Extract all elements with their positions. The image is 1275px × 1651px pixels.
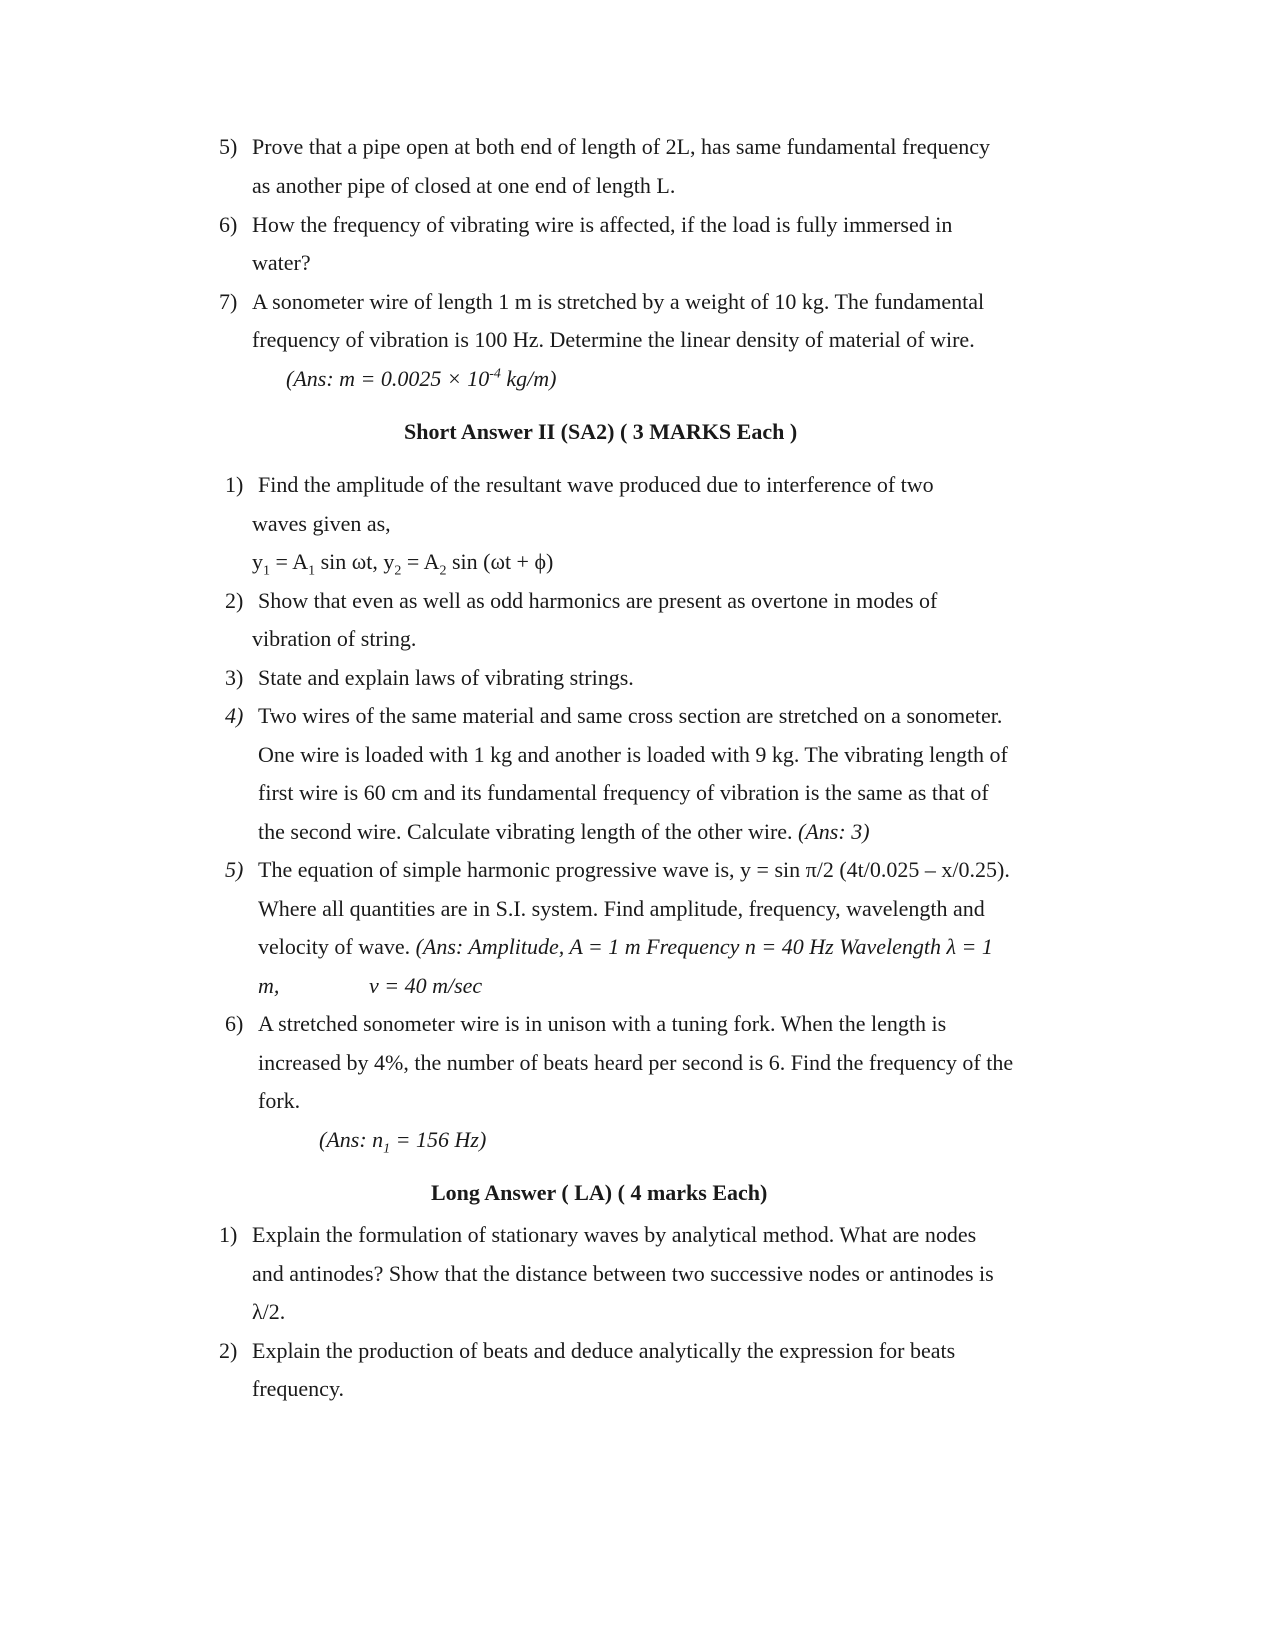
answer-text: (Ans: $m = 0.0025 \times 10^{-4}$ kg/m) xyxy=(286,366,557,391)
question-text: the second wire. Calculate vibrating length of the other wire. (Ans: 3) xyxy=(258,819,870,844)
answer-text: m, xyxy=(258,973,280,998)
question-text: waves given as, xyxy=(252,511,391,536)
question-text: λ/2. xyxy=(252,1299,286,1324)
question-number: 7) xyxy=(219,289,238,314)
question-number: 3) xyxy=(225,665,244,690)
question-number: 5) xyxy=(219,134,238,159)
question-number: 5) xyxy=(225,857,244,882)
answer-text: (Ans: $n_1 = 156$ Hz) xyxy=(319,1127,487,1157)
question-text: first wire is 60 cm and its fundamental frequency of vibration is the same as that of xyxy=(258,780,989,805)
question-text: and antinodes? Show that the distance between two successive nodes or antinodes is xyxy=(252,1261,994,1286)
question-text: Find the amplitude of the resultant wave produced due to interference of two xyxy=(258,472,934,497)
question-text: Where all quantities are in S.I. system. Find amplitude, frequency, wavelength and xyxy=(258,896,985,921)
question-number: 6) xyxy=(219,212,238,237)
question-text: One wire is loaded with 1 kg and another is loaded with 9 kg. The vibrating length of xyxy=(258,742,1008,767)
question-text: increased by 4%, the number of beats heard per second is 6. Find the frequency of the xyxy=(258,1050,1014,1075)
question-text: Prove that a pipe open at both end of length of 2L, has same fundamental frequency xyxy=(252,134,990,159)
question-text: Show that even as well as odd harmonics are present as overtone in modes of xyxy=(258,588,938,613)
question-text: as another pipe of closed at one end of length L. xyxy=(252,173,676,198)
answer-text: (Ans: 3) xyxy=(798,819,870,844)
question-text: water? xyxy=(252,250,311,275)
question-number: 1) xyxy=(225,472,244,497)
section-heading-sa2: Short Answer II (SA2) ( 3 MARKS Each ) xyxy=(404,419,798,444)
question-number: 1) xyxy=(219,1222,238,1247)
question-text: State and explain laws of vibrating strings. xyxy=(258,665,634,690)
question-text: How the frequency of vibrating wire is affected, if the load is fully immersed in xyxy=(252,212,953,237)
answer-text: v = 40 m/sec xyxy=(369,973,483,998)
question-text: A stretched sonometer wire is in unison with a tuning fork. When the length is xyxy=(258,1011,947,1036)
question-text: Two wires of the same material and same cross section are stretched on a sonometer. xyxy=(258,703,1003,728)
section-heading-la: Long Answer ( LA) ( 4 marks Each) xyxy=(431,1180,768,1205)
question-text: The equation of simple harmonic progressive wave is, y = sin π/2 (4t/0.025 – x/0.25). xyxy=(258,857,1010,882)
question-text: fork. xyxy=(258,1088,301,1113)
question-text: A sonometer wire of length 1 m is stretched by a weight of 10 kg. The fundamental xyxy=(252,289,985,314)
question-number: 6) xyxy=(225,1011,244,1036)
question-number: 4) xyxy=(225,703,244,728)
question-text: frequency of vibration is 100 Hz. Determine the linear density of material of wire. xyxy=(252,327,975,352)
equation: $y_1 = A_1$ sin ωt, $y_2 = A_2$ sin (ωt + ϕ) xyxy=(252,549,554,579)
question-text: vibration of string. xyxy=(252,626,417,651)
question-text: velocity of wave. (Ans: Amplitude, A = 1 m Frequency n = 40 Hz Wavelength λ = 1 xyxy=(258,934,993,959)
question-number: 2) xyxy=(219,1338,238,1363)
question-text: Explain the production of beats and deduce analytically the expression for beats xyxy=(252,1338,956,1363)
question-text: Explain the formulation of stationary waves by analytical method. What are nodes xyxy=(252,1222,977,1247)
question-text: frequency. xyxy=(252,1376,345,1401)
question-number: 2) xyxy=(225,588,244,613)
answer-text: (Ans: Amplitude, A = 1 m Frequency n = 40 Hz Wavelength λ = 1 xyxy=(415,934,993,959)
